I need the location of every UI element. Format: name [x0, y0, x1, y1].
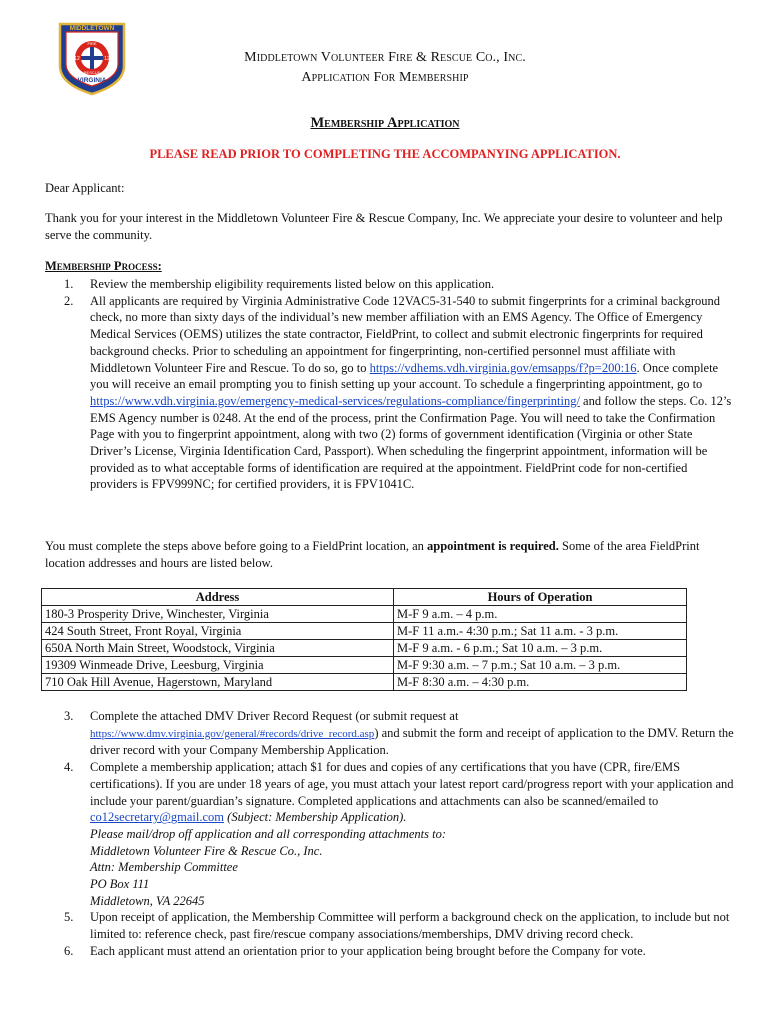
address-cell: 650A North Main Street, Woodstock, Virginia: [42, 640, 394, 657]
hours-cell: M-F 9 a.m. - 6 p.m.; Sat 10 a.m. – 3 p.m.: [394, 640, 687, 657]
step-text: Complete the attached DMV Driver Record Request (or submit request at: [90, 709, 459, 723]
step-number: 3.: [64, 709, 74, 723]
mail-instruction: Please mail/drop off application and all corresponding attachments to:: [90, 826, 446, 841]
step-2: [45, 293, 735, 493]
must-complete-pre: You must complete the steps above before going to a FieldPrint location, an: [45, 539, 428, 553]
step-text: Each applicant must attend an orientation prior to your application being brought before the Company for vote.: [90, 943, 646, 958]
greeting: Dear Applicant:: [45, 181, 125, 195]
mail-address-line: Middletown Volunteer Fire & Rescue Co., Inc.: [90, 843, 323, 858]
step-number: 1.: [64, 277, 74, 291]
fieldprint-locations-table: [41, 588, 687, 691]
step-number: 5.: [64, 910, 74, 925]
address-cell: 19309 Winmeade Drive, Leesburg, Virginia: [42, 657, 394, 674]
hours-cell: M-F 9:30 a.m. – 7 p.m.; Sat 10 a.m. – 3 p.m.: [394, 657, 687, 674]
process-heading: Membership Process:: [45, 259, 162, 273]
step-number: 6.: [64, 943, 74, 958]
page-title: Membership Application: [310, 115, 460, 131]
dmv-records-link[interactable]: https://www.dmv.virginia.gov/general/#records/drive_record.asp: [90, 727, 375, 740]
emsapps-link[interactable]: https://vdhems.vdh.virginia.gov/emsapps/f?p=200:16: [369, 360, 637, 375]
step-6: [45, 943, 735, 960]
must-complete-paragraph: [45, 538, 735, 572]
hours-cell: M-F 8:30 a.m. – 4:30 p.m.: [394, 674, 687, 691]
table-row: [42, 640, 687, 657]
column-header-address: Address: [42, 589, 394, 606]
table-row: [42, 657, 687, 674]
step-text: Review the membership eligibility requirements listed below on this application.: [90, 277, 495, 291]
notice-banner: PLEASE READ PRIOR TO COMPLETING THE ACCOMPANYING APPLICATION.: [149, 147, 621, 161]
step-text: Upon receipt of application, the Membership Committee will perform a background check on the application, to include but not limited to: reference check, past fire/rescue company associations/memberships, DMV driving record check.: [90, 910, 730, 942]
mail-address-line: Attn: Membership Committee: [90, 860, 238, 875]
mail-address-line: Middletown, VA 22645: [90, 893, 205, 908]
logo-left-text: FIRE: [87, 41, 97, 46]
logo-top-text: MIDDLETOWN: [69, 25, 115, 32]
fingerprinting-link[interactable]: https://www.vdh.virginia.gov/emergency-medical-services/regulations-compliance/fingerprinting/: [90, 393, 580, 408]
address-cell: 180-3 Prosperity Drive, Winchester, Virginia: [42, 606, 394, 623]
hours-cell: M-F 9 a.m. – 4 p.m.: [394, 606, 687, 623]
mail-address-line: PO Box 111: [90, 877, 150, 892]
address-cell: 710 Oak Hill Avenue, Hagerstown, Maryland: [42, 674, 394, 691]
email-subject: (Subject: Membership Application).: [224, 810, 407, 825]
process-steps-a: [45, 276, 735, 493]
hours-cell: M-F 11 a.m.- 4:30 p.m.; Sat 11 a.m. - 3 p.m.: [394, 623, 687, 640]
step-text: . Once complete you will receive an email prompting you to finish setting up your account. To schedule a fingerprinting appointment, go to: [90, 360, 719, 392]
table-header-row: [42, 589, 687, 606]
logo-num-right: 12: [104, 56, 110, 62]
table-row: [42, 606, 687, 623]
step-5: [45, 909, 735, 942]
step-1: [45, 276, 735, 293]
form-subtitle: Application For Membership: [301, 70, 469, 85]
org-name-heading: Middletown Volunteer Fire & Rescue Co., Inc.: [244, 50, 526, 65]
column-header-hours: Hours of Operation: [394, 589, 687, 606]
step-number: 2.: [64, 293, 74, 308]
table-row: [42, 623, 687, 640]
step-text: ) and submit the form and receipt of application to the DMV. Return the driver record with your Company Membership Application.: [90, 725, 734, 758]
process-steps-b: [45, 708, 735, 960]
logo-bottom-text: VIRGINIA: [77, 77, 107, 84]
logo-num-left: 12: [74, 56, 80, 62]
logo-right-text: RESCUE: [83, 70, 101, 75]
step-3: [45, 708, 735, 759]
table-row: [42, 674, 687, 691]
step-number: 4.: [64, 760, 74, 775]
step-text: Complete a membership application; attach $1 for dues and copies of any certifications that you have (CPR, fire/EMS certifications). If you are under 18 years of age, you must attach your latest report card/progress report with your application and include your parent/guardian’s signature. Completed applications and attachments can also be scanned/emailed to: [90, 760, 734, 808]
step-text: All applicants are required by Virginia Administrative Code 12VAC5-31-540 to submit fingerprints for a criminal background check, no more than sixty days of the individual’s new member affiliation with an EMS Agency. The Office of Emergency Medical Services (OEMS) utilizes the state contractor, FieldPrint, to collect and submit electronic fingerprints for required background checks. Prior to scheduling an appointment for fingerprinting, non-certified personnel must affiliate with Middletown Volunteer Fire and Rescue. To do so, go to: [90, 293, 721, 375]
appointment-required: appointment is required.: [427, 539, 559, 553]
step-4: [45, 759, 735, 909]
secretary-email-link[interactable]: co12secretary@gmail.com: [90, 810, 225, 825]
must-complete-post: Some of the area FieldPrint location addresses and hours are listed below.: [45, 539, 700, 570]
address-cell: 424 South Street, Front Royal, Virginia: [42, 623, 394, 640]
step-text: and follow the steps. Co. 12’s EMS Agency number is 0248. At the end of the process, print the Confirmation Page. You will need to take the Confirmation Page with you to fingerprint appointment, along with two (2) forms of government identification (Virginia or other State Driver’s License, Virginia Identification Card, Passport). When scheduling the fingerprint appointment, information will be provided as to what acceptable forms of identification are required at the appointment. FieldPrint code for non-certified providers is FPV999NC; for certified providers, it is FPV1041C.: [90, 393, 732, 492]
intro-paragraph: Thank you for your interest in the Middletown Volunteer Fire & Rescue Company, Inc. We appreciate your desire to volunteer and help serve the community.: [45, 211, 723, 242]
